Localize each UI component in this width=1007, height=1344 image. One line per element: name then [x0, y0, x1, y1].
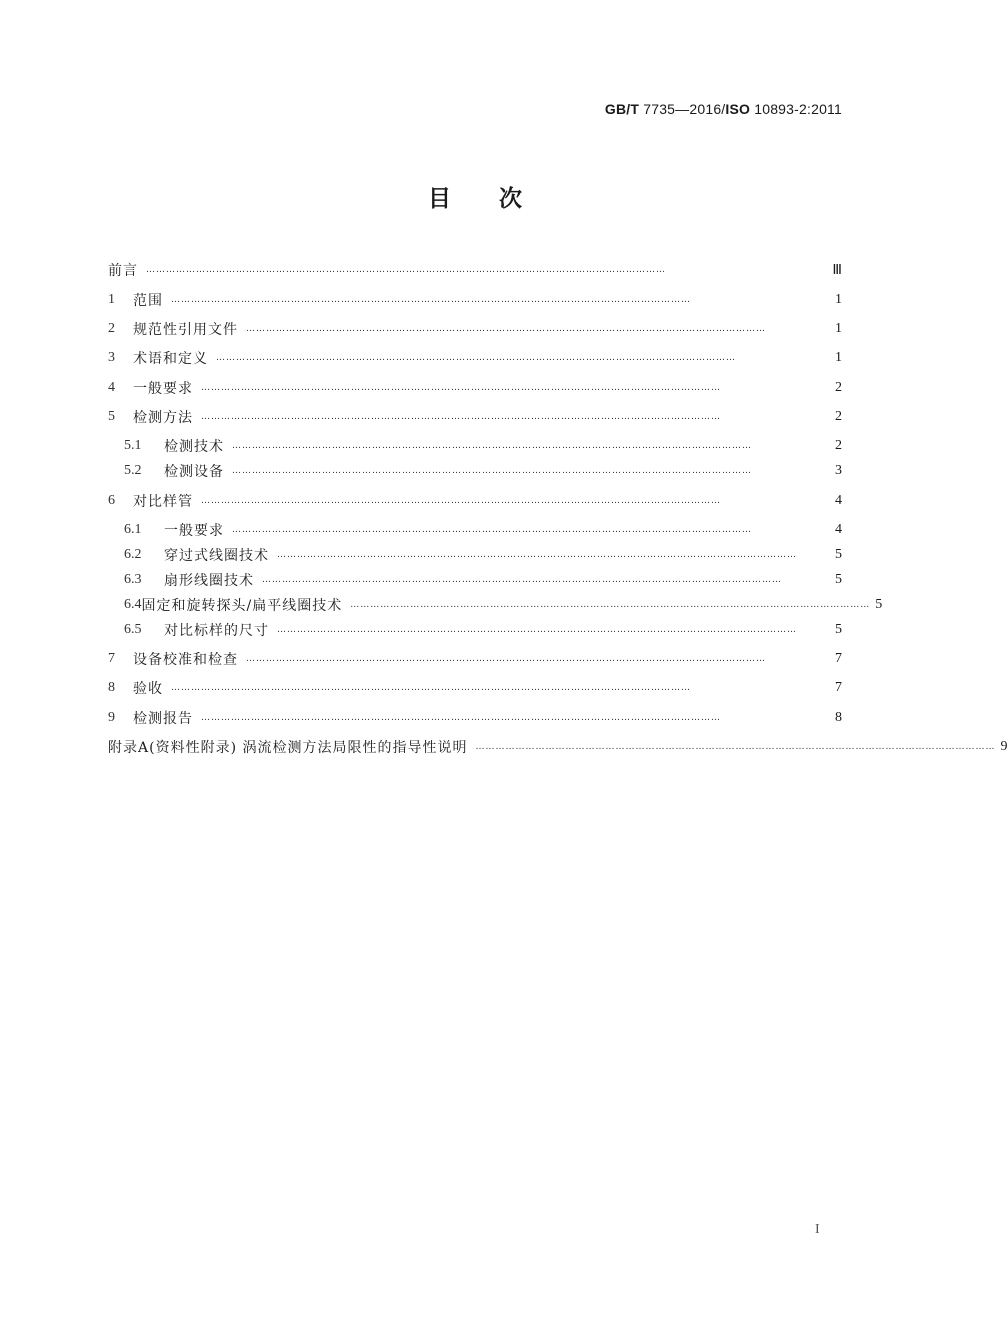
toc-entry-page: 1 [835, 292, 842, 307]
toc-entry-label: 检测设备 [164, 464, 224, 480]
toc-entry-label: 穿过式线圈技术 [164, 548, 269, 564]
toc-entry-page: 1 [835, 350, 842, 365]
toc-entry-number: 8 [108, 680, 115, 695]
toc-entry-label: 附录A(资料性附录) 涡流检测方法局限性的指导性说明 [108, 740, 468, 756]
toc-entry-page: 5 [835, 547, 842, 562]
dot-leader: ………………………………………………………………………………………………………………………………………… [475, 742, 996, 752]
toc-entry-label: 规范性引用文件 [133, 322, 238, 338]
toc-entry-number: 5.2 [124, 463, 142, 478]
dot-leader: ………………………………………………………………………………………………………………………………………… [246, 324, 766, 334]
toc-entry-page: 1 [835, 321, 842, 336]
toc-entry-2[interactable] [108, 319, 842, 339]
toc-entry-page: 5 [875, 597, 883, 612]
toc-entry-number: 9 [108, 710, 115, 725]
toc-entry-annex-a[interactable] [108, 737, 1007, 757]
toc-entry-number: 4 [108, 380, 115, 395]
toc-entry-8[interactable] [108, 678, 842, 698]
toc-entry-foreword[interactable] [108, 260, 842, 280]
dot-leader: ………………………………………………………………………………………………………………………………………… [201, 383, 721, 393]
standard-number: 7735—2016/ [643, 101, 726, 117]
toc-entry-label: 对比样管 [133, 494, 193, 510]
dot-leader: ………………………………………………………………………………………………………………………………………… [277, 625, 797, 635]
toc-entry-number: 1 [108, 292, 115, 307]
toc-entry-page: 7 [835, 680, 842, 695]
toc-entry-page: 7 [835, 651, 842, 666]
iso-prefix: ISO [725, 101, 751, 117]
toc-entry-6-5[interactable] [124, 620, 842, 640]
toc-entry-page: Ⅲ [832, 262, 842, 278]
toc-entry-number: 6.1 [124, 522, 142, 537]
toc-entry-5[interactable] [108, 407, 842, 427]
standard-prefix: GB/T [604, 101, 640, 117]
toc-entry-label: 一般要求 [133, 381, 193, 397]
toc-entry-number: 5 [108, 409, 115, 424]
toc-entry-page: 4 [835, 522, 842, 537]
dot-leader: ………………………………………………………………………………………………………………………………………… [232, 441, 752, 451]
dot-leader: ………………………………………………………………………………………………………………………………………… [350, 600, 871, 610]
toc-entry-label: 扇形线圈技术 [164, 573, 254, 589]
toc-entry-page: 5 [835, 622, 842, 637]
dot-leader: ………………………………………………………………………………………………………………………………………… [146, 265, 666, 275]
toc-entry-3[interactable] [108, 348, 842, 368]
dot-leader: ………………………………………………………………………………………………………………………………………… [262, 575, 782, 585]
toc-entry-number: 6.5 [124, 622, 142, 637]
toc-entry-label: 检测报告 [133, 711, 193, 727]
toc-entry-page: 2 [835, 380, 842, 395]
toc-entry-page: 3 [835, 463, 842, 478]
toc-entry-page: 5 [835, 572, 842, 587]
toc-entry-page: 8 [835, 710, 842, 725]
toc-entry-label: 检测技术 [164, 439, 224, 455]
toc-entry-label: 验收 [133, 681, 163, 697]
toc-entry-number: 5.1 [124, 438, 142, 453]
page-number: I [815, 1222, 820, 1237]
toc-entry-number: 3 [108, 350, 115, 365]
toc-entry-number: 6.4 [124, 597, 142, 612]
toc-entry-label: 设备校准和检查 [133, 652, 238, 668]
dot-leader: ………………………………………………………………………………………………………………………………………… [201, 713, 721, 723]
toc-entry-label: 固定和旋转探头/扁平线圈技术 [141, 598, 343, 614]
toc-entry-number: 6.3 [124, 572, 142, 587]
toc-entry-page: 9 [1000, 739, 1007, 754]
toc-entry-page: 2 [835, 438, 842, 453]
dot-leader: ………………………………………………………………………………………………………………………………………… [246, 654, 766, 664]
toc-entry-label: 前言 [108, 263, 138, 279]
dot-leader: ………………………………………………………………………………………………………………………………………… [171, 683, 691, 693]
toc-entry-number: 6.2 [124, 547, 142, 562]
toc-entry-9[interactable] [108, 708, 842, 728]
toc-entry-number: 7 [108, 651, 115, 666]
dot-leader: ………………………………………………………………………………………………………………………………………… [277, 550, 797, 560]
toc-entry-label: 一般要求 [164, 523, 224, 539]
toc-entry-6-3[interactable] [124, 570, 842, 590]
toc-entry-7[interactable] [108, 649, 842, 669]
toc-entry-6-4[interactable] [124, 595, 883, 615]
toc-entry-page: 2 [835, 409, 842, 424]
dot-leader: ………………………………………………………………………………………………………………………………………… [171, 295, 691, 305]
toc-entry-label: 检测方法 [133, 410, 193, 426]
toc-entry-5-1[interactable] [124, 436, 842, 456]
toc-entry-4[interactable] [108, 378, 842, 398]
toc-entry-6-2[interactable] [124, 545, 842, 565]
toc-entry-6[interactable] [108, 491, 842, 511]
toc-entry-page: 4 [835, 493, 842, 508]
dot-leader: ………………………………………………………………………………………………………………………………………… [232, 525, 752, 535]
toc-entry-label: 对比标样的尺寸 [164, 623, 269, 639]
dot-leader: ………………………………………………………………………………………………………………………………………… [216, 353, 736, 363]
toc-entry-number: 2 [108, 321, 115, 336]
iso-number: 10893-2:2011 [754, 101, 842, 117]
toc-entry-label: 范围 [133, 293, 163, 309]
toc-entry-1[interactable] [108, 290, 842, 310]
dot-leader: ………………………………………………………………………………………………………………………………………… [201, 412, 721, 422]
toc-entry-number: 6 [108, 493, 115, 508]
toc-entry-6-1[interactable] [124, 520, 842, 540]
toc-entry-label: 术语和定义 [133, 351, 208, 367]
toc-entry-5-2[interactable] [124, 461, 842, 481]
dot-leader: ………………………………………………………………………………………………………………………………………… [201, 496, 721, 506]
dot-leader: ………………………………………………………………………………………………………………………………………… [232, 466, 752, 476]
toc-title: 目次 [428, 186, 570, 212]
